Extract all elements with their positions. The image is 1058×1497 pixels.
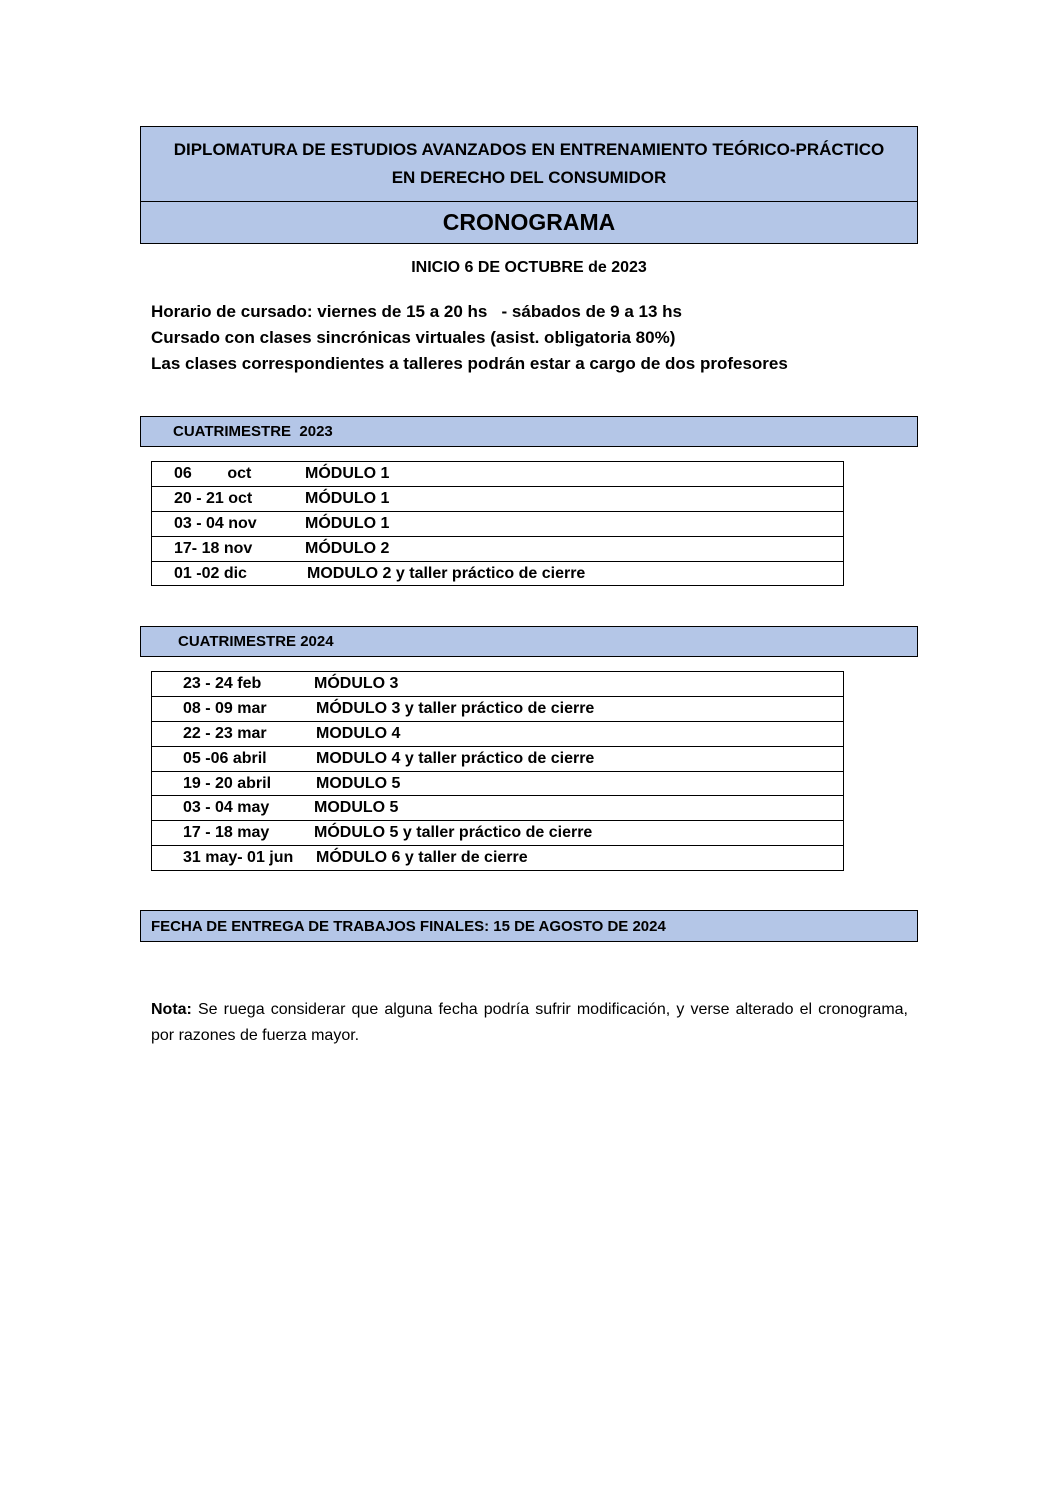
table-row [152,796,844,821]
schedule-table-2024 [151,671,844,871]
note-label: Nota: [151,1001,192,1018]
table-row [152,771,844,796]
row-date: 05 -06 abril [183,749,267,767]
document-title-box [140,126,918,202]
semester-2024-header [140,626,918,657]
deadline-text: FECHA DE ENTREGA DE TRABAJOS FINALES: 15 DE AGOSTO DE 2024 [151,917,666,935]
schedule-cell [152,696,844,721]
semester-2024-label: CUATRIMESTRE 2024 [178,633,334,650]
note-paragraph [151,997,908,1049]
info-line-workshops: Las clases correspondientes a talleres podrán estar a cargo de dos profesores [151,354,788,373]
row-module: MÓDULO 5 y taller práctico de cierre [314,824,593,842]
schedule-cell [152,672,844,697]
schedule-cell [152,511,844,536]
table-row [152,511,844,536]
row-module: MÓDULO 2 [305,539,390,557]
row-module: MÓDULO 3 [314,674,399,692]
document-title-line-1: DIPLOMATURA DE ESTUDIOS AVANZADOS EN ENTRENAMIENTO TEÓRICO-PRÁCTICO [173,140,885,159]
row-module: MODULO 4 y taller práctico de cierre [316,749,595,767]
schedule-cell [152,821,844,846]
semester-2023-label: CUATRIMESTRE 2023 [173,423,333,440]
schedule-cell [152,721,844,746]
row-date: 19 - 20 abril [183,774,272,792]
row-module: MODULO 4 [316,724,401,742]
deadline-box [140,910,918,942]
row-date: 01 -02 dic [174,564,247,582]
row-date: 22 - 23 mar [183,724,267,742]
table-row [152,672,844,697]
row-date: 17 - 18 may [183,824,270,842]
row-module: MÓDULO 3 y taller práctico de cierre [316,699,595,717]
row-module: MODULO 5 [316,774,401,792]
table-row [152,696,844,721]
document-title-line-2: EN DERECHO DEL CONSUMIDOR [391,168,667,187]
schedule-cell [152,846,844,871]
table-row [152,486,844,511]
schedule-cell [152,561,844,586]
row-module: MÓDULO 1 [305,489,390,507]
row-date: 03 - 04 may [183,799,270,817]
row-date: 03 - 04 nov [174,514,257,532]
row-date: 08 - 09 mar [183,699,267,717]
row-date: 23 - 24 feb [183,674,262,692]
table-row [152,721,844,746]
schedule-cell [152,771,844,796]
info-line-schedule: Horario de cursado: viernes de 15 a 20 hs - sábados de 9 a 13 hs [151,302,683,321]
row-date: 17- 18 nov [174,539,253,557]
table-row [152,561,844,586]
row-module: MÓDULO 6 y taller de cierre [316,849,528,867]
table-row [152,846,844,871]
course-info [151,299,788,377]
row-module: MÓDULO 1 [305,514,390,532]
schedule-cell [152,746,844,771]
schedule-cell [152,486,844,511]
row-date: 31 may- 01 jun [183,849,294,867]
semester-2023-header [140,416,918,447]
table-row [152,746,844,771]
row-module: MODULO 5 [314,799,399,817]
row-module: MÓDULO 1 [305,464,390,482]
schedule-table-2023 [151,461,844,586]
row-date: 20 - 21 oct [174,489,253,507]
cronograma-heading: CRONOGRAMA [442,209,616,235]
info-line-virtual: Cursado con clases sincrónicas virtuales (asist. obligatoria 80%) [151,328,676,347]
row-module: MODULO 2 y taller práctico de cierre [307,564,586,582]
table-row [152,821,844,846]
table-row [152,536,844,561]
start-date: INICIO 6 DE OCTUBRE de 2023 [411,259,647,276]
schedule-cell [152,462,844,487]
row-date: 06 oct [174,464,252,482]
schedule-cell [152,536,844,561]
note-text: Se ruega considerar que alguna fecha podría sufrir modificación, y verse alterado el cronograma, por razones de fuerza mayor. [151,1001,908,1044]
schedule-cell [152,796,844,821]
table-row [152,462,844,487]
cronograma-heading-box [140,201,918,244]
